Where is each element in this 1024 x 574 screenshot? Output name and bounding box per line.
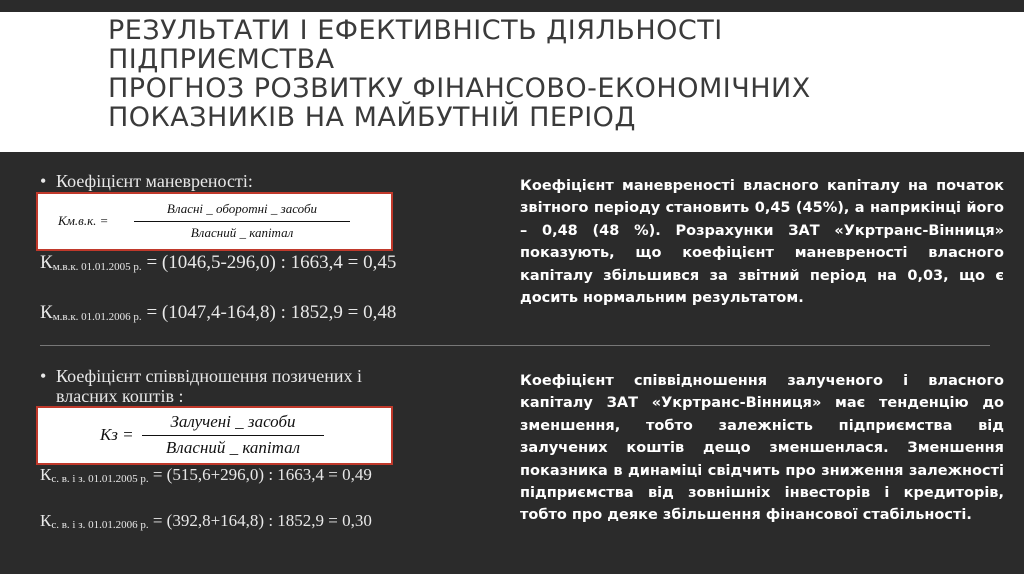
bullet-label-line-2: власних коштів : — [56, 386, 184, 406]
formula-denominator: Власний _ капітал — [165, 438, 301, 457]
section-divider — [40, 345, 990, 346]
fraction-bar — [134, 221, 350, 222]
formula-lhs: Км.в.к. = — [58, 213, 109, 228]
calc-subscript: с. в. і з. 01.01.2005 р. — [51, 473, 149, 485]
calc-k: К — [40, 511, 52, 530]
title-line-1: РЕЗУЛЬТАТИ І ЕФЕКТИВНІСТЬ ДІЯЛЬНОСТІ — [108, 15, 723, 46]
calc-expression: = (1047,4-164,8) : 1852,9 = 0,48 — [141, 302, 397, 323]
fraction-bar — [142, 435, 324, 436]
formula-box-debt-equity — [36, 406, 393, 465]
calc-subscript: с. в. і з. 01.01.2006 р. — [51, 519, 149, 531]
title-line-4: ПОКАЗНИКІВ НА МАЙБУТНІЙ ПЕРІОД — [108, 102, 637, 133]
formula-denominator: Власний _ капітал — [190, 225, 294, 240]
description-maneuverability: Коефіцієнт маневреності власного капіталу на початок звітного періоду становить 0,45 (45%), а наприкінці його – 0,48 (48 %). Розрахунки ЗАТ «Укртранс-Вінниця» показують, що коефіцієнт маневреності власного капіталу збільшився за звітний період на 0,03, що є досить нормальним результатом. — [520, 178, 1004, 307]
formula-numerator: Залучені _ засоби — [170, 412, 296, 431]
calc-expression: = (515,6+296,0) : 1663,4 = 0,49 — [148, 465, 372, 484]
bullet-dot: • — [40, 171, 47, 191]
bullet-label: Коефіцієнт маневреності: — [56, 171, 253, 191]
bullet-maneuverability — [40, 171, 253, 191]
calc-k: К — [40, 465, 52, 484]
formula-debt-equity — [38, 408, 391, 463]
bullet-label-line-1: Коефіцієнт співвідношення позичених і — [56, 366, 363, 386]
calc-maneuverability-2005 — [40, 252, 396, 274]
bullet-debt-equity — [40, 366, 362, 406]
calc-debt-equity-2006 — [40, 511, 372, 531]
title-line-3: ПРОГНОЗ РОЗВИТКУ ФІНАНСОВО-ЕКОНОМІЧНИХ — [108, 73, 811, 104]
description-debt-equity: Коефіцієнт співвідношення залученого і власного капіталу ЗАТ «Укртранс-Вінниця» має тенденцію до зменшення, тобто залежність підприємства від залучених коштів дещо зменшенлася. Зменшення показника в динаміці свідчить про зниження залежності підприємства від зовнішніх інвесторів і кредиторів, тобто про деяке збільшення фінансової стабільності. — [520, 373, 1004, 524]
formula-box-maneuverability — [36, 192, 393, 251]
calc-maneuverability-2006 — [40, 302, 396, 324]
slide-title — [108, 16, 1008, 132]
formula-lhs: Кз = — [100, 425, 134, 444]
title-line-2: ПІДПРИЄМСТВА — [108, 44, 335, 75]
calc-expression: = (1046,5-296,0) : 1663,4 = 0,45 — [141, 252, 397, 273]
formula-numerator: Власні _ оборотні _ засоби — [166, 201, 318, 216]
top-bar — [0, 0, 1024, 12]
bullet-dot: • — [40, 366, 47, 386]
calc-debt-equity-2005 — [40, 465, 372, 485]
calc-k: К — [40, 302, 53, 323]
calc-expression: = (392,8+164,8) : 1852,9 = 0,30 — [148, 511, 372, 530]
calc-k: К — [40, 252, 53, 273]
formula-maneuverability — [38, 194, 391, 249]
calc-subscript: м.в.к. 01.01.2005 р. — [52, 261, 142, 273]
calc-subscript: м.в.к. 01.01.2006 р. — [52, 311, 142, 323]
